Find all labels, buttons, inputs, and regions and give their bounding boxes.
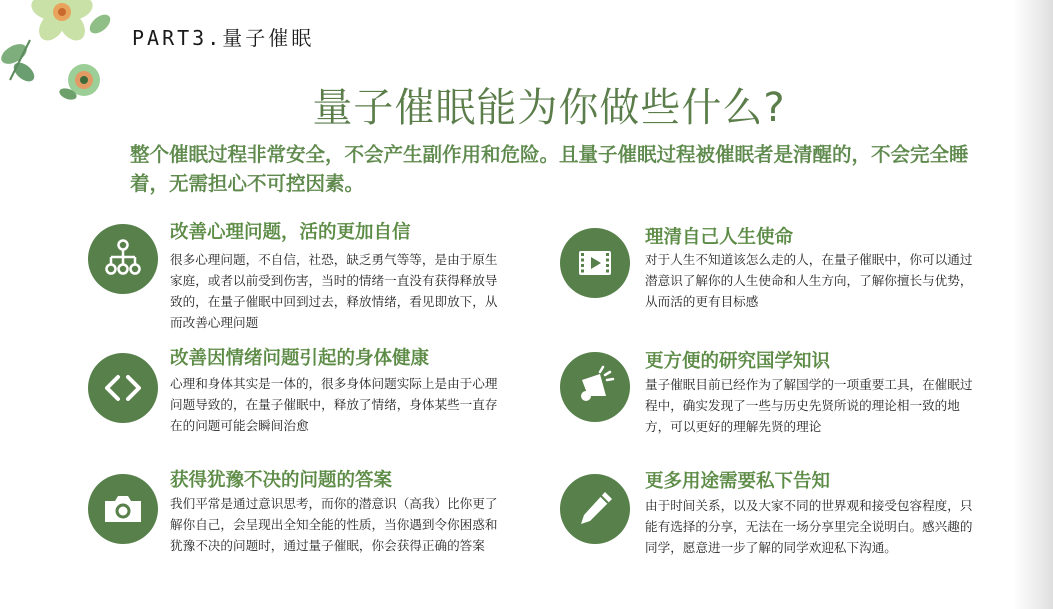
feature-5-body: 我们平常是通过意识思考，而你的潜意识（高我）比你更了解你自己，会呈现出全知全能的性质，当你遇到令你困惑和犹豫不决的问题时，通过量子催眠，你会获得正确的答案 — [170, 496, 498, 553]
feature-4-body: 量子催眠目前已经作为了解国学的一项重要工具，在催眠过程中，确实发现了一些与历史先贤所说的理论相一致的地方，可以更好的理解先贤的理论 — [645, 377, 973, 434]
code-brackets-icon — [88, 353, 158, 423]
feature-6-icon-circle — [560, 474, 630, 544]
feature-3-icon-circle — [88, 353, 158, 423]
feature-3-title: 改善因情绪问题引起的身体健康 — [170, 348, 430, 369]
camera-icon — [88, 474, 158, 544]
page-title: 量子催眠能为你做些什么? — [312, 85, 786, 131]
part-label: PART3.量子催眠 — [132, 26, 315, 50]
feature-1-title: 改善心理问题，活的更加自信 — [170, 222, 411, 243]
feature-5-icon-circle — [88, 474, 158, 544]
feature-2-title: 理清自己人生使命 — [645, 227, 794, 248]
pencil-icon — [560, 474, 630, 544]
feature-6-body: 由于时间关系，以及大家不同的世界观和接受包容程度，只能有选择的分享，无法在一场分享里完全说明白。感兴趣的同学，愿意进一步了解的同学欢迎私下沟通。 — [645, 498, 973, 555]
org-chart-icon — [88, 224, 158, 294]
feature-2-icon-circle — [560, 228, 630, 298]
feature-2-body: 对于人生不知道该怎么走的人，在量子催眠中，你可以通过潜意识了解你的人生使命和人生方向，了解你擅长与优势，从而活的更有目标感 — [645, 252, 973, 309]
feature-4-icon-circle — [560, 352, 630, 422]
feature-5-title: 获得犹豫不决的问题的答案 — [170, 470, 393, 491]
feature-3-body: 心理和身体其实是一体的，很多身体问题实际上是由于心理问题导致的，在量子催眠中，释放了情绪，身体某些一直存在的问题可能会瞬间治愈 — [170, 376, 498, 433]
feature-1-body: 很多心理问题，不自信，社恐，缺乏勇气等等，是由于原生家庭，或者以前受到伤害，当时的情绪一直没有获得释放导致的，在量子催眠中回到过去，释放情绪，看见即放下，从而改善心理问题 — [170, 252, 498, 330]
feature-1-icon-circle — [88, 224, 158, 294]
feature-6-title: 更多用途需要私下告知 — [645, 471, 831, 492]
intro-text: 整个催眠过程非常安全，不会产生副作用和危险。且量子催眠过程被催眠者是清醒的，不会完全睡着，无需担心不可控因素。 — [130, 143, 969, 195]
feature-4-title: 更方便的研究国学知识 — [645, 351, 831, 372]
film-icon — [560, 228, 630, 298]
megaphone-icon — [560, 352, 630, 422]
